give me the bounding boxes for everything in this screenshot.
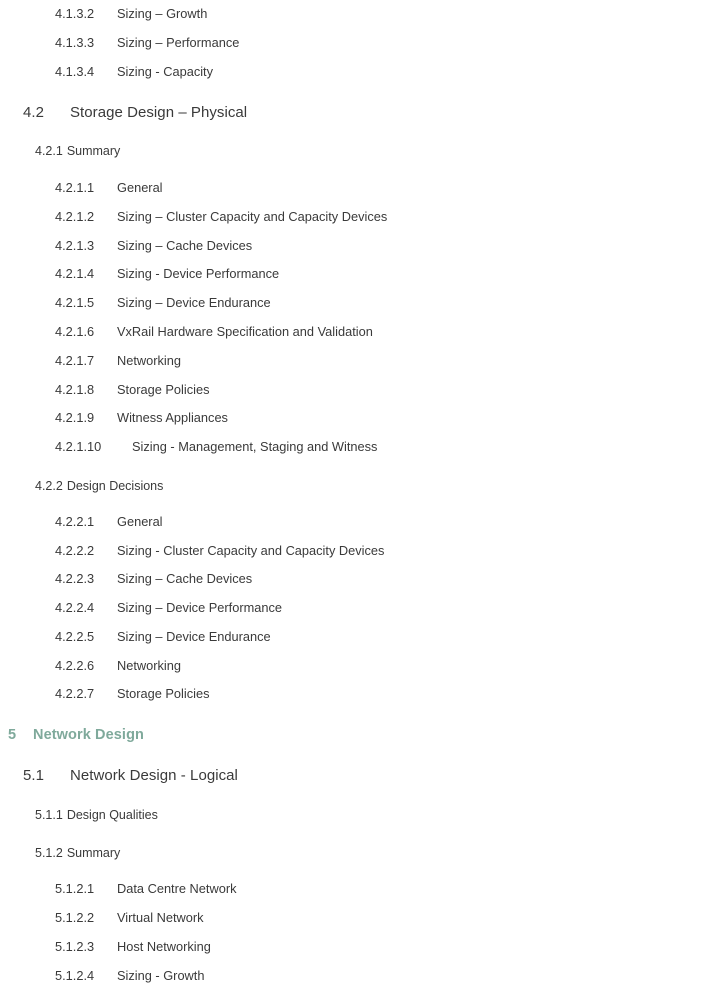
toc-entry-number: 4.2.2.7 (55, 686, 95, 701)
toc-entry-4-2-1-8[interactable] (55, 384, 209, 397)
toc-entry-title: Data Centre Network (117, 881, 237, 896)
toc-entry-number: 4.2.2.5 (55, 629, 95, 644)
toc-entry-number: 4.2.1.7 (55, 353, 95, 368)
toc-entry-title: Sizing – Device Performance (117, 600, 283, 615)
toc-entry-number: 4.1.3.3 (55, 35, 95, 50)
toc-entry-4-2-2[interactable] (35, 480, 163, 493)
toc-entry-title: Networking (117, 658, 182, 673)
toc-entry-title: General (117, 514, 163, 529)
toc-entry-title: General (117, 180, 163, 195)
toc-entry-number: 4.2.1.3 (55, 238, 95, 253)
toc-entry-4-2-2-4[interactable] (55, 602, 282, 615)
toc-entry-number: 4.2.1.9 (55, 410, 95, 425)
toc-entry-4-2-2-3[interactable] (55, 573, 252, 586)
toc-entry-title: Sizing - Management, Staging and Witness (132, 439, 378, 454)
toc-entry-title: Witness Appliances (117, 410, 228, 425)
toc-entry-title: Storage Policies (117, 686, 210, 701)
toc-entry-4-2-1-10[interactable] (55, 441, 377, 454)
toc-entry-number: 4.2.2.2 (55, 543, 95, 558)
toc-entry-number: 4.1.3.2 (55, 6, 95, 21)
toc-entry-number: 5.1.2.1 (55, 881, 95, 896)
toc-entry-number: 4.2.1.1 (55, 180, 95, 195)
toc-entry-4-1-3-2[interactable] (55, 8, 207, 21)
toc-entry-4-2-1-1[interactable] (55, 182, 163, 195)
toc-entry-4-1-3-4[interactable] (55, 66, 213, 79)
toc-entry-4-2-1-5[interactable] (55, 297, 271, 310)
toc-entry-title: Sizing - Device Performance (117, 266, 280, 281)
toc-entry-number: 5.1.2.2 (55, 910, 95, 925)
toc-entry-title: Storage Design – Physical (70, 104, 248, 121)
toc-entry-title: Network Design - Logical (70, 767, 238, 784)
toc-entry-title: Sizing – Cache Devices (117, 571, 253, 586)
toc-entry-number: 4.2.1.8 (55, 382, 95, 397)
toc-entry-title: Sizing - Cluster Capacity and Capacity Devices (117, 543, 385, 558)
toc-entry-title: Design Decisions (66, 479, 164, 493)
toc-entry-5-1[interactable] (23, 768, 238, 783)
toc-entry-number: 4.2.2 (35, 479, 63, 493)
toc-entry-number: 5.1.1 (35, 808, 63, 822)
toc-entry-4-2-1[interactable] (35, 145, 120, 158)
toc-entry-number: 4.2.1.5 (55, 295, 95, 310)
toc-entry-number: 4.2.1 (35, 144, 63, 158)
toc-entry-number: 4.2.1.4 (55, 266, 95, 281)
toc-entry-title: Sizing – Device Endurance (117, 629, 271, 644)
toc-entry-title: Design Qualities (66, 808, 158, 822)
toc-entry-4-2[interactable] (23, 105, 247, 120)
toc-entry-title: Summary (66, 144, 121, 158)
toc-entry-5-1-2-4[interactable] (55, 970, 204, 983)
toc-entry-4-2-2-2[interactable] (55, 545, 384, 558)
toc-entry-number: 5 (8, 727, 17, 743)
toc-entry-title: VxRail Hardware Specification and Validation (117, 324, 373, 339)
toc-entry-number: 5.1 (23, 767, 45, 784)
toc-entry-5-1-2-3[interactable] (55, 941, 211, 954)
toc-entry-title: Summary (66, 846, 121, 860)
toc-entry-4-2-1-3[interactable] (55, 240, 252, 253)
toc-entry-5[interactable] (8, 728, 144, 743)
toc-entry-number: 4.2.1.2 (55, 209, 95, 224)
toc-entry-number: 4.1.3.4 (55, 64, 95, 79)
toc-entry-title: Virtual Network (117, 910, 204, 925)
toc-entry-title: Sizing - Capacity (117, 64, 214, 79)
toc-entry-title: Networking (117, 353, 182, 368)
toc-entry-number: 4.2.1.6 (55, 324, 95, 339)
toc-entry-title: Sizing – Cache Devices (117, 238, 253, 253)
toc-entry-number: 4.2.2.3 (55, 571, 95, 586)
toc-entry-number: 4.2.2.4 (55, 600, 95, 615)
toc-entry-4-2-1-6[interactable] (55, 326, 373, 339)
toc-entry-title: Sizing – Device Endurance (117, 295, 271, 310)
toc-entry-number: 4.2.2.6 (55, 658, 95, 673)
toc-entry-4-2-1-7[interactable] (55, 355, 181, 368)
toc-entry-4-2-1-2[interactable] (55, 211, 387, 224)
toc-entry-number: 4.2.2.1 (55, 514, 95, 529)
toc-entry-number: 5.1.2.3 (55, 939, 95, 954)
toc-entry-5-1-2-2[interactable] (55, 912, 204, 925)
toc-entry-4-2-2-5[interactable] (55, 631, 271, 644)
toc-entry-title: Sizing – Performance (117, 35, 240, 50)
toc-entry-title: Sizing – Growth (117, 6, 208, 21)
toc-entry-5-1-2[interactable] (35, 847, 120, 860)
toc-entry-title: Host Networking (117, 939, 211, 954)
toc-entry-number: 5.1.2.4 (55, 968, 95, 983)
toc-entry-4-1-3-3[interactable] (55, 37, 239, 50)
toc-entry-title: Storage Policies (117, 382, 210, 397)
toc-entry-4-2-1-9[interactable] (55, 412, 228, 425)
toc-entry-5-1-1[interactable] (35, 809, 158, 822)
toc-entry-4-2-2-6[interactable] (55, 660, 181, 673)
toc-entry-5-1-2-1[interactable] (55, 883, 236, 896)
toc-entry-number: 4.2.1.10 (55, 439, 102, 454)
toc-entry-number: 4.2 (23, 104, 45, 121)
toc-entry-title: Sizing – Cluster Capacity and Capacity Devices (117, 209, 388, 224)
toc-entry-number: 5.1.2 (35, 846, 63, 860)
toc-entry-4-2-1-4[interactable] (55, 268, 279, 281)
toc-entry-title: Network Design (33, 727, 144, 743)
toc-entry-4-2-2-7[interactable] (55, 688, 209, 701)
toc-entry-title: Sizing - Growth (117, 968, 205, 983)
toc-entry-4-2-2-1[interactable] (55, 516, 163, 529)
